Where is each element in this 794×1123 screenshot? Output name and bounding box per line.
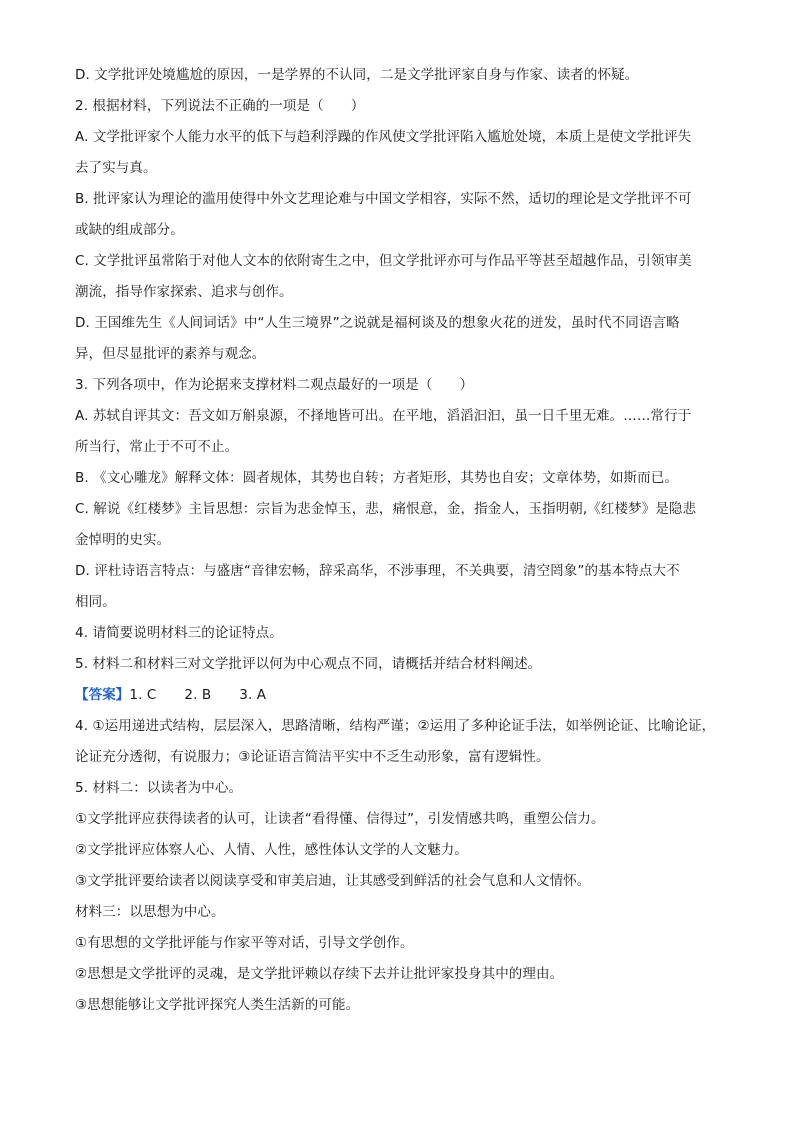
answer-5-point-1: ①文学批评应获得读者的认可，让读者“看得懂、信得过”，引发情感共鸣，重塑公信力。 [75,811,605,827]
answer-tag: 【答案】 [75,687,130,703]
answer-5-point-2: ②文学批评应体察人心、人情、人性，感性体认文学的人文魅力。 [75,842,469,858]
question-2: 2. 根据材料，下列说法不正确的一项是（ ） [75,98,365,114]
option-c-q2-cont: 潮流，指导作家探索、追求与创作。 [75,284,293,300]
option-d-q2-cont: 异，但尽显批评的素养与观念。 [75,346,266,362]
option-b-q3: B. 《文心雕龙》解释文体：圆者规体，其势也自转；方者矩形，其势也自安；文章体势，如斯而已。 [75,470,678,486]
option-c-q2: C. 文学批评虽常陷于对他人文本的依附寄生之中，但文学批评亦可与作品平等甚至超越作品，引领审美 [75,253,692,269]
option-a-q2: A. 文学批评家个人能力水平的低下与趋利浮躁的作风使文学批评陷入尴尬处境，本质上是使文学批评失 [75,129,692,145]
option-a-q3: A. 苏轼自评其文：吾文如万斛泉源，不择地皆可出。在平地，滔滔汩汩，虽一日千里无难。……常行于 [75,408,692,424]
answer-line [75,680,725,711]
question-3: 3. 下列各项中，作为论据来支撑材料二观点最好的一项是（ ） [75,377,474,393]
option-c-q3: C. 解说《红楼梦》主旨思想：宗旨为悲金悼玉，悲，痛恨意，金，指金人，玉指明朝,《红楼梦》是隐悲 [75,501,697,517]
document-body [75,60,725,1021]
option-b-q2: B. 批评家认为理论的滥用使得中外文艺理论难与中国文学相容，实际不然，适切的理论是文学批评不可 [75,191,692,207]
answer-5-point-3: ③文学批评要给读者以阅读享受和审美启迪，让其感受到鲜活的社会气息和人文情怀。 [75,873,591,889]
option-a-q2-cont: 去了实与真。 [75,160,157,176]
answer-5-point-6: ③思想能够让文学批评探究人类生活新的可能。 [75,997,360,1013]
option-c-q3-cont: 金悼明的史实。 [75,532,171,548]
answer-5-point-4: ①有思想的文学批评能与作家平等对话，引导文学创作。 [75,935,414,951]
answer-5-material-3: 材料三：以思想为中心。 [75,904,225,920]
question-4: 4. 请简要说明材料三的论证特点。 [75,625,283,641]
answer-4-cont: 论证充分透彻，有说服力；③论证语言简洁平实中不乏生动形象，富有逻辑性。 [75,749,550,765]
option-d-q2: D. 王国维先生《人间词话》中“人生三境界”之说就是福柯谈及的想象火花的迸发，虽时代不同语言略 [75,315,680,331]
answer-1: 1. C [129,687,157,703]
option-d-q1: D. 文学批评处境尴尬的原因，一是学界的不认同，二是文学批评家自身与作家、读者的怀疑。 [75,67,639,83]
option-d-q3-cont: 相同。 [75,594,116,610]
option-b-q2-cont: 或缺的组成部分。 [75,222,184,238]
option-d-q3: D. 评杜诗语言特点：与盛唐“音律宏畅，辞采高华，不涉事理，不关典要，清空罔象”的基本特点大不 [75,563,680,579]
question-5: 5. 材料二和材料三对文学批评以何为中心观点不同，请概括并结合材料阐述。 [75,656,542,672]
answer-2: 2. B [184,687,212,703]
answer-4: 4. ①运用递进式结构，层层深入，思路清晰，结构严谨；②运用了多种论证手法，如举例论证、比喻论证， [75,718,716,734]
answer-5: 5. 材料二：以读者为中心。 [75,780,243,796]
option-a-q3-cont: 所当行，常止于不可不止。 [75,439,239,455]
answer-3: 3. A [239,687,267,703]
answer-5-point-5: ②思想是文学批评的灵魂，是文学批评赖以存续下去并让批评家投身其中的理由。 [75,966,564,982]
